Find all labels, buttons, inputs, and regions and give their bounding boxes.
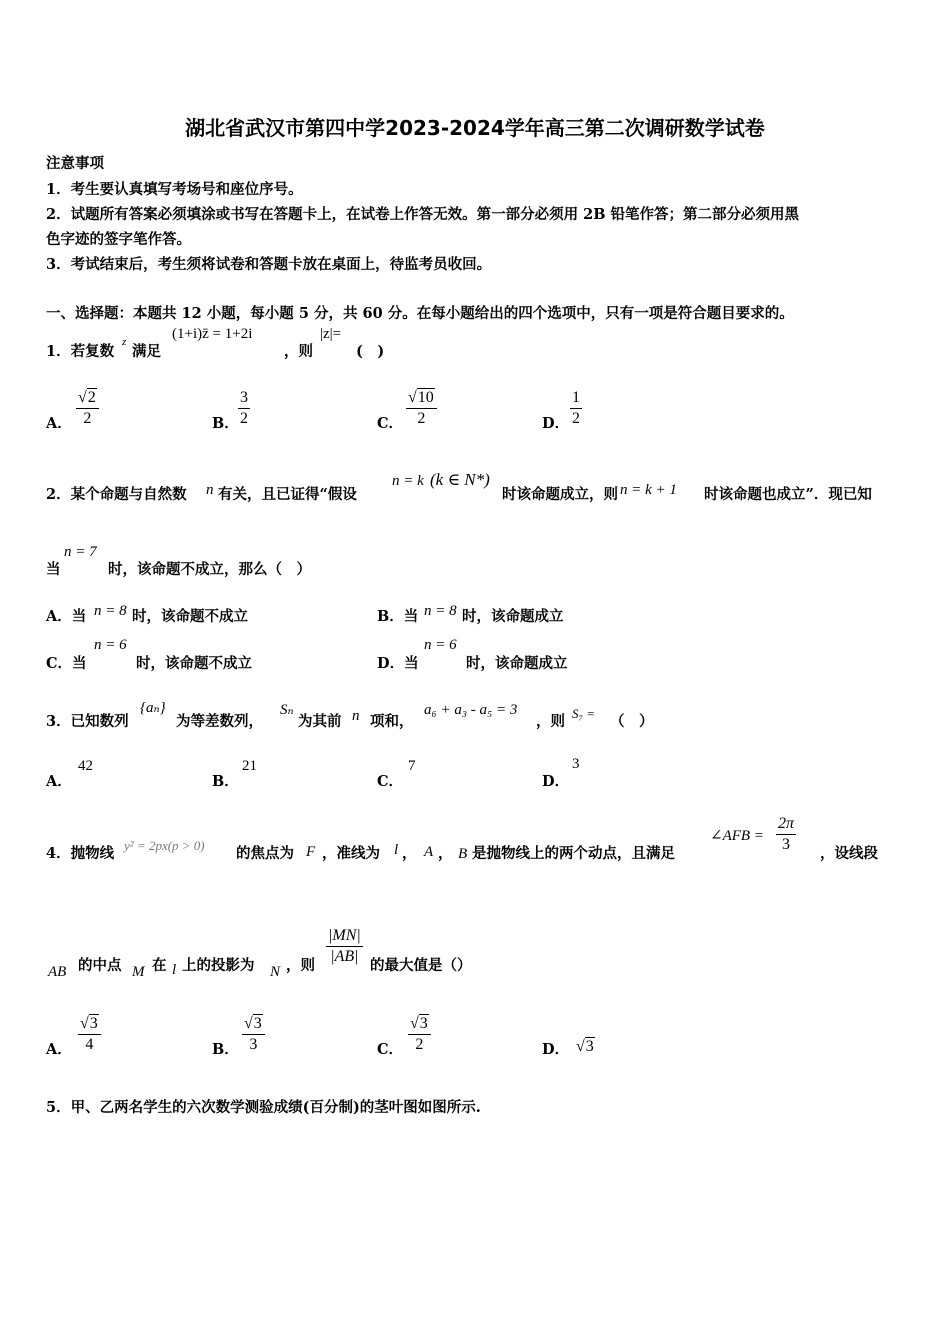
q2-option-d-text: 时，该命题成立 bbox=[466, 655, 568, 672]
q3-option-c-label: C． bbox=[377, 773, 404, 790]
q1-var-z: z bbox=[122, 336, 127, 348]
q1-c-num: 10 bbox=[417, 389, 434, 406]
q4-point-b: B bbox=[458, 846, 468, 862]
q4-b-num: 3 bbox=[253, 1015, 262, 1032]
q2-option-a-label: A．当 bbox=[46, 608, 87, 625]
q2-line2-text-1: 当 bbox=[46, 561, 61, 578]
notice-item-2b: 色字迹的签字笔作答。 bbox=[46, 231, 191, 248]
q1-option-c-value: √10 2 bbox=[406, 388, 437, 429]
q2-var-n: n bbox=[206, 482, 214, 498]
q4-focus-f: F bbox=[306, 844, 316, 860]
q1-option-b-value bbox=[238, 388, 250, 429]
q1-option-a-label: A． bbox=[46, 415, 72, 432]
q4-option-b-value: √3 3 bbox=[242, 1014, 265, 1055]
q1-text-3: ，则 bbox=[284, 343, 313, 360]
q4-a-den: 4 bbox=[85, 1036, 94, 1053]
q1-option-b-label: B． bbox=[212, 415, 239, 432]
q4-text-2: 的焦点为 bbox=[236, 845, 294, 862]
q4-d-val: 3 bbox=[585, 1038, 594, 1055]
q4-option-a-value: √3 4 bbox=[78, 1014, 101, 1055]
page-title: 湖北省武汉市第四中学2023-2024学年高三第二次调研数学试卷 bbox=[185, 116, 765, 140]
q2-eq-2: n = k + 1 bbox=[620, 482, 677, 498]
q2-eq-1: n = k bbox=[392, 473, 424, 489]
notice-heading: 注意事项 bbox=[46, 155, 104, 172]
q1-c-den: 2 bbox=[417, 410, 426, 427]
q3-s7: S₇ = bbox=[572, 706, 596, 721]
q4-text-4: ， bbox=[402, 845, 417, 862]
q3-option-a-label: A． bbox=[46, 773, 72, 790]
q3-option-b-value: 21 bbox=[242, 758, 257, 774]
q3-option-d-label: D． bbox=[542, 773, 570, 790]
q1-a-num: 2 bbox=[87, 389, 96, 406]
q4-b-den: 3 bbox=[249, 1036, 258, 1053]
notice-item-1: 1．考生要认真填写考场号和座位序号。 bbox=[46, 181, 303, 198]
q2-option-b-label: B．当 bbox=[377, 608, 419, 625]
q4-midpoint-m: M bbox=[132, 964, 145, 980]
q2-line2-text-2: 时，该命题不成立，那么（ ） bbox=[108, 561, 311, 578]
q4-segment-ab: AB bbox=[48, 964, 67, 980]
q2-option-a-text: 时，该命题不成立 bbox=[132, 608, 248, 625]
q4-parabola-eq: y² = 2px(p > 0) bbox=[124, 838, 205, 853]
q4-option-b-label: B． bbox=[212, 1041, 239, 1058]
q1-text-1: 1．若复数 bbox=[46, 343, 115, 360]
q3-option-c-value: 7 bbox=[408, 758, 416, 774]
q4-option-c-value: √3 2 bbox=[408, 1014, 431, 1055]
q3-var-n: n bbox=[352, 708, 360, 724]
q4-line2-text-5: 的最大值是（） bbox=[370, 957, 472, 974]
q2-text-1: 2．某个命题与自然数 bbox=[46, 486, 187, 503]
q4-option-a-label: A． bbox=[46, 1041, 72, 1058]
q4-text-3: ，准线为 bbox=[322, 845, 380, 862]
q1-b-num: 3 bbox=[240, 389, 248, 406]
q4-line2-text-4: ，则 bbox=[286, 957, 315, 974]
q4-line2-text-3: 上的投影为 bbox=[182, 957, 255, 974]
q4-angle-num: 2π bbox=[778, 815, 795, 832]
q1-text-4: ( ) bbox=[356, 343, 385, 360]
q2-option-d-eq: n = 6 bbox=[424, 637, 457, 653]
q4-line2-l: l bbox=[172, 962, 177, 978]
q4-projection-n: N bbox=[270, 964, 281, 980]
q4-point-a: A bbox=[424, 844, 434, 860]
q2-option-c-label: C．当 bbox=[46, 655, 87, 672]
q2-option-c-eq: n = 6 bbox=[94, 637, 127, 653]
q4-angle: ∠AFB = bbox=[710, 828, 764, 844]
q2-option-c-text: 时，该命题不成立 bbox=[136, 655, 252, 672]
q2-text-4: 时该命题也成立”．现已知 bbox=[704, 486, 872, 503]
q1-a-den: 2 bbox=[83, 410, 92, 427]
q4-option-c-label: C． bbox=[377, 1041, 404, 1058]
q1-equation: (1+i)z̄ = 1+2i bbox=[172, 326, 253, 342]
q2-eq-1b: (k ∈ N*) bbox=[430, 470, 490, 489]
q1-b-den: 2 bbox=[240, 410, 248, 427]
q1-abs-z: |z|= bbox=[320, 326, 342, 342]
q4-option-d-value: √3 bbox=[576, 1038, 594, 1055]
q1-option-c-label: C． bbox=[377, 415, 404, 432]
q4-text-5: ， bbox=[438, 845, 453, 862]
q4-c-num: 3 bbox=[419, 1015, 428, 1032]
question-5: 5．甲、乙两名学生的六次数学测验成绩(百分制)的茎叶图如图所示. bbox=[46, 1099, 481, 1116]
q4-text-1: 4．抛物线 bbox=[46, 845, 115, 862]
q2-option-d-label: D．当 bbox=[377, 655, 419, 672]
q2-option-b-text: 时，该命题成立 bbox=[462, 608, 564, 625]
q2-eq-3: n = 7 bbox=[64, 544, 97, 560]
q3-option-a-value: 42 bbox=[78, 758, 93, 774]
q1-d-den: 2 bbox=[572, 410, 580, 427]
q4-line2-text-2: 在 bbox=[152, 957, 167, 974]
notice-item-2a: 2．试题所有答案必须填涂或书写在答题卡上，在试卷上作答无效。第一部分必须用 2B 铅笔作答；第二部分必须用黑 bbox=[46, 206, 800, 223]
q3-text-5: ，则 bbox=[536, 713, 565, 730]
q2-text-3: 时该命题成立，则 bbox=[502, 486, 618, 503]
q3-text-2: 为等差数列， bbox=[176, 713, 263, 730]
q4-directrix-l: l bbox=[394, 842, 399, 858]
q2-option-a-eq: n = 8 bbox=[94, 603, 127, 619]
q1-d-num: 1 bbox=[572, 389, 580, 406]
q4-ratio-den: |AB| bbox=[330, 948, 359, 965]
q3-sn: Sₙ bbox=[280, 702, 294, 718]
q3-text-6: （ ） bbox=[610, 713, 654, 730]
q4-line2-text-1: 的中点 bbox=[78, 957, 122, 974]
q4-ratio-fraction bbox=[326, 926, 363, 967]
q1-option-d-label: D． bbox=[542, 415, 570, 432]
q4-c-den: 2 bbox=[415, 1036, 424, 1053]
q4-ratio-num: |MN| bbox=[328, 927, 361, 944]
q4-text-6: 是抛物线上的两个动点，且满足 bbox=[472, 845, 675, 862]
q1-option-d-value bbox=[570, 388, 582, 429]
q3-equation: a₆ + a₃ - a₅ = 3 bbox=[424, 702, 518, 718]
q4-a-num: 3 bbox=[89, 1015, 98, 1032]
q1-option-a-value: √2 2 bbox=[76, 388, 99, 429]
q2-option-b-eq: n = 8 bbox=[424, 603, 457, 619]
notice-item-3: 3．考试结束后，考生须将试卷和答题卡放在桌面上，待监考员收回。 bbox=[46, 256, 492, 273]
q3-option-b-label: B． bbox=[212, 773, 239, 790]
q4-angle-den: 3 bbox=[782, 836, 790, 853]
q2-text-2: 有关，且已证得“假设 bbox=[218, 486, 357, 503]
q3-text-1: 3．已知数列 bbox=[46, 713, 129, 730]
q4-text-7: ，设线段 bbox=[820, 845, 878, 862]
q3-sequence: {aₙ} bbox=[140, 700, 166, 716]
q3-text-4: 项和， bbox=[370, 713, 414, 730]
q3-option-d-value: 3 bbox=[572, 756, 580, 772]
q4-option-d-label: D． bbox=[542, 1041, 570, 1058]
section-heading: 一、选择题：本题共 12 小题，每小题 5 分，共 60 分。在每小题给出的四个选项中，只有一项是符合题目要求的。 bbox=[46, 305, 794, 322]
q4-angle-fraction bbox=[776, 814, 796, 855]
q3-text-3: 为其前 bbox=[298, 713, 342, 730]
q1-text-2: 满足 bbox=[132, 343, 161, 360]
